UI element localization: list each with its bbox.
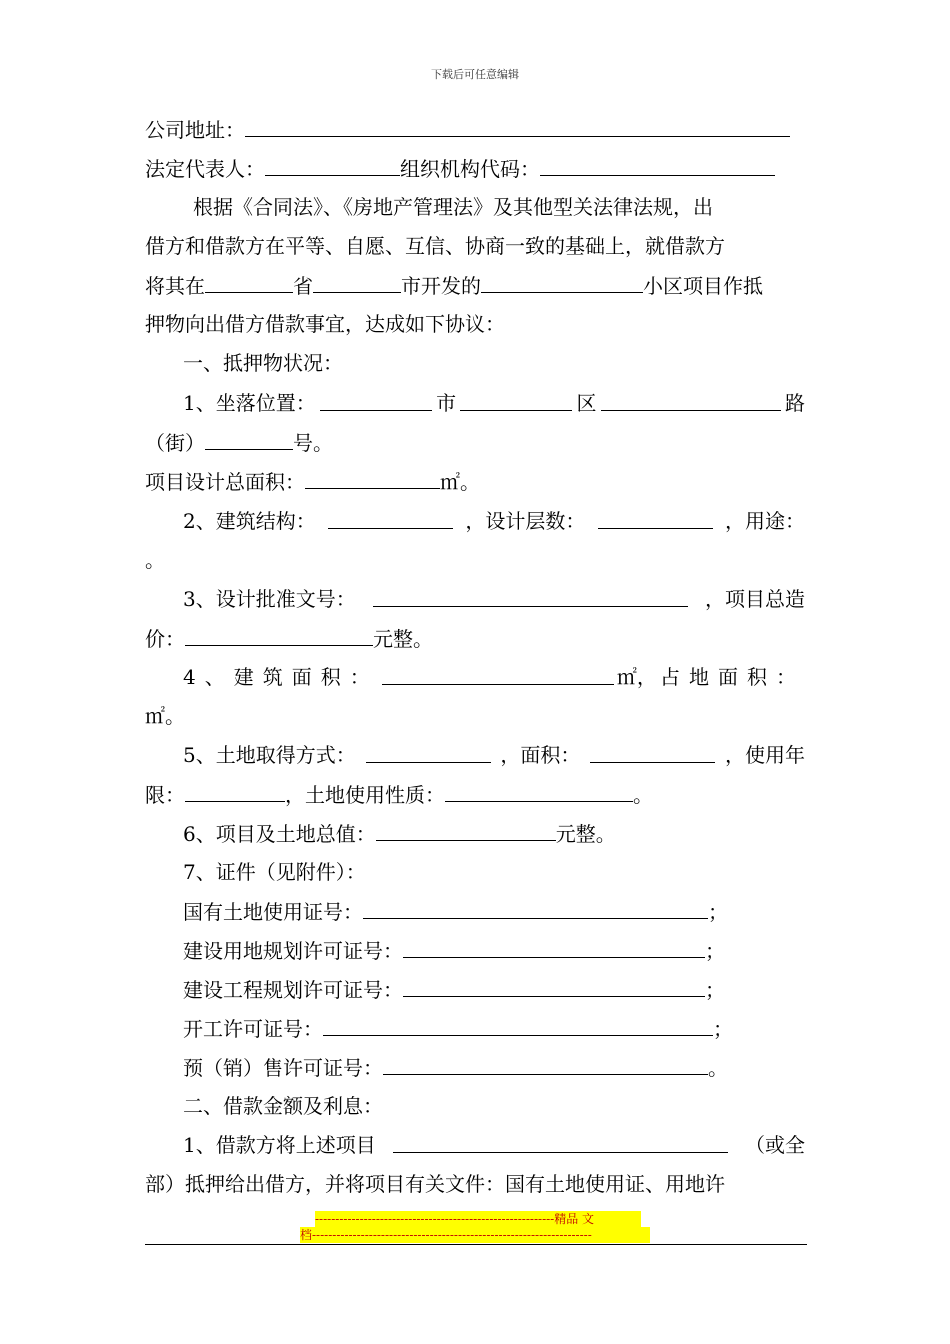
cert-presale: 预（销）售许可证号： 。	[183, 1056, 728, 1080]
land-area-field[interactable]	[590, 742, 715, 763]
land-planning-cert-field[interactable]	[403, 937, 705, 958]
presale-cert-field[interactable]	[383, 1054, 708, 1075]
preamble-line-2: 借方和借款方在平等、自愿、互信、协商一致的基础上，就借款方	[145, 234, 725, 258]
building-area-field[interactable]	[382, 664, 614, 685]
item-1-street: （街） 号。	[145, 431, 333, 455]
page-header: 下载后可任意编辑	[431, 68, 519, 81]
section-1-heading: 一、抵押物状况：	[183, 351, 343, 375]
construction-cert-field[interactable]	[323, 1015, 713, 1036]
company-address-line	[145, 116, 805, 143]
total-value-field[interactable]	[376, 820, 556, 841]
design-area-field[interactable]	[305, 468, 440, 489]
floors-field[interactable]	[598, 508, 713, 529]
engineering-planning-cert-field[interactable]	[403, 976, 705, 997]
org-code-label: 组织机构代码：	[400, 157, 540, 181]
section-2-heading: 二、借款金额及利息：	[183, 1094, 383, 1118]
item-5-land: 5、土地取得方式： ，面积： ，使用年	[183, 743, 805, 767]
item-2-structure: 2、建筑结构： ，设计层数： ，用途：	[183, 509, 805, 533]
legal-rep-line	[145, 155, 805, 182]
loan-item-1: 1、借款方将上述项目 （或全	[183, 1133, 805, 1157]
company-address-field[interactable]	[245, 116, 790, 137]
preamble-line-3: 将其在 省 市开发的 小区项目作抵	[145, 274, 763, 298]
cert-land-planning: 建设用地规划许可证号： ；	[183, 939, 725, 963]
location-city-field[interactable]	[320, 390, 432, 411]
location-road-field[interactable]	[601, 390, 781, 411]
legal-rep-field[interactable]	[265, 155, 400, 176]
street-number-field[interactable]	[205, 429, 293, 450]
item-3-approval: 3、设计批准文号： ，项目总造	[183, 587, 805, 611]
item-6-value: 6、项目及土地总值： 元整。	[183, 822, 616, 846]
structure-field[interactable]	[328, 508, 453, 529]
company-address-label: 公司地址：	[145, 118, 245, 142]
cert-construction: 开工许可证号： ；	[183, 1017, 733, 1041]
item-4-area: 4、建筑面积： ㎡， 占地面积：	[183, 665, 805, 689]
footer-rule	[145, 1244, 807, 1245]
land-nature-field[interactable]	[445, 781, 633, 802]
term-field[interactable]	[185, 781, 285, 802]
preamble-line-1: 根据《合同法》、《房地产管理法》及其他型关法律法规，出	[193, 195, 713, 219]
preamble-line-4: 押物向出借方借款事宜，达成如下协议：	[145, 312, 505, 336]
legal-rep-label: 法定代表人：	[145, 157, 265, 181]
land-acquisition-field[interactable]	[366, 742, 491, 763]
location-district-field[interactable]	[460, 390, 572, 411]
item-2-end: 。	[145, 548, 165, 572]
total-cost-field[interactable]	[185, 625, 373, 646]
item-5-term: 限： ，土地使用性质： 。	[145, 783, 653, 807]
footer-watermark-line-1: -----------------------------------------------------------精品 文	[315, 1211, 641, 1227]
land-use-cert-field[interactable]	[363, 898, 708, 919]
loan-item-1-continued: 部）抵押给出借方，并将项目有关文件：国有土地使用证、用地许	[145, 1172, 725, 1196]
approval-number-field[interactable]	[373, 586, 688, 607]
cert-land-use: 国有土地使用证号： ；	[183, 900, 728, 924]
province-field[interactable]	[205, 272, 293, 293]
item-3-cost: 价： 元整。	[145, 627, 433, 651]
item-7-certificates: 7、证件（见附件）：	[183, 860, 366, 884]
org-code-field[interactable]	[540, 155, 775, 176]
footer-watermark-line-2: 档---------------------------------------------------------------------	[300, 1227, 650, 1243]
cert-engineering-planning: 建设工程规划许可证号： ；	[183, 978, 725, 1002]
item-4-end: ㎡。	[145, 704, 185, 728]
city-field[interactable]	[313, 272, 401, 293]
item-1-location: 1、坐落位置： 市 区 路	[183, 391, 805, 415]
design-area-line: 项目设计总面积： ㎡。	[145, 470, 480, 494]
community-field[interactable]	[481, 272, 643, 293]
mortgage-project-field[interactable]	[393, 1132, 728, 1153]
